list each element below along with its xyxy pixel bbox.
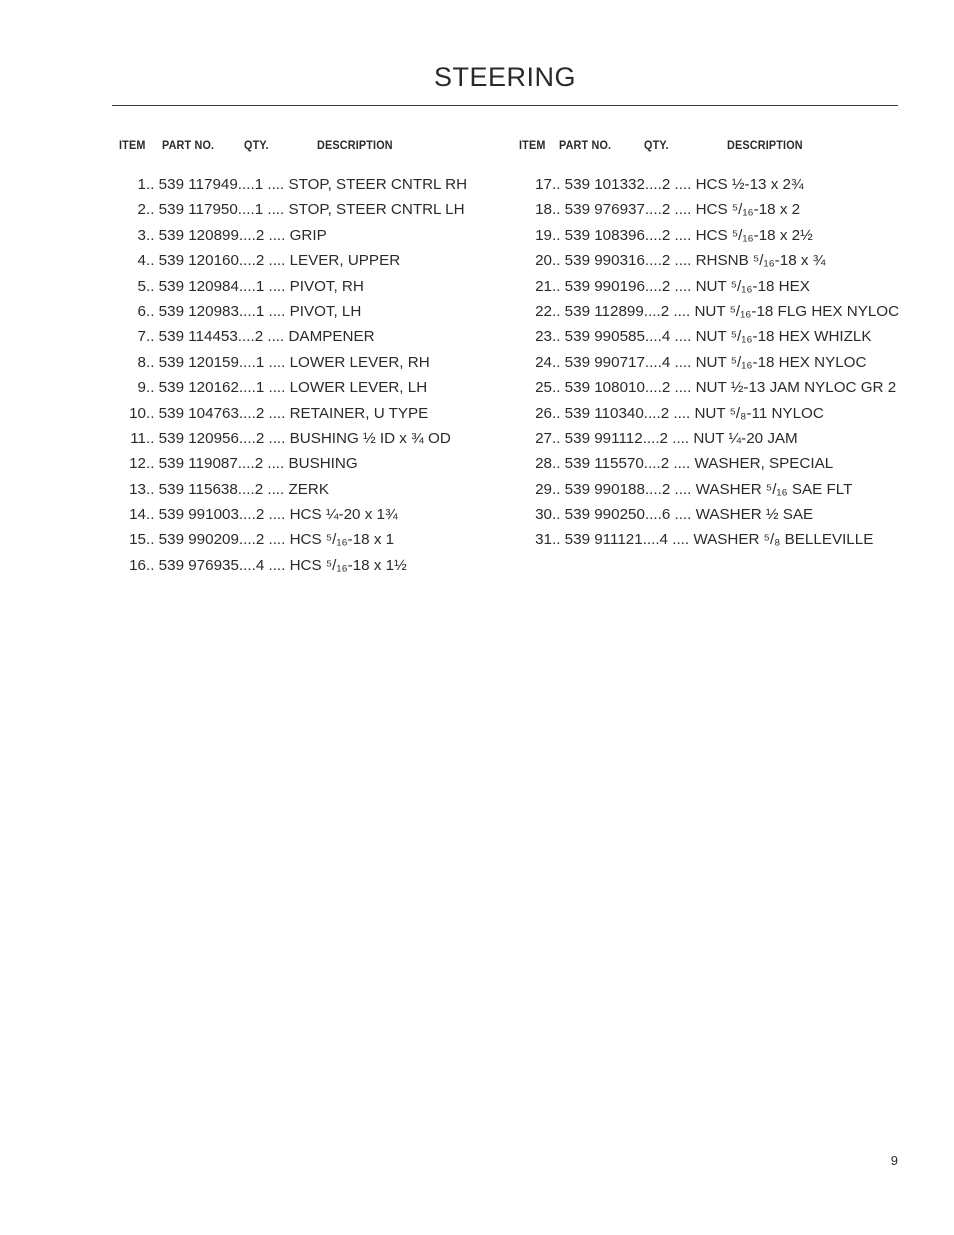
item-number: 21 <box>535 277 552 295</box>
item-number: 19 <box>535 226 552 244</box>
quantity: 2 <box>660 455 670 473</box>
item-number: 11 <box>130 429 146 447</box>
part-row: 3.. 539 120899....2 .... GRIP <box>112 223 502 248</box>
description: NUT ½-13 JAM NYLOC GR 2 <box>695 379 897 397</box>
page-title: STEERING <box>433 62 577 92</box>
parts-list-left <box>112 138 502 578</box>
description: HCS ¼-20 x 1¾ <box>289 506 398 524</box>
quantity: 1 <box>255 277 265 295</box>
part-number: 539 115570 <box>564 455 644 473</box>
part-row: 19.. 539 108396....2 .... HCS ⁵/₁₆-18 x 2½ <box>518 223 908 248</box>
part-row: 18.. 539 976937....2 .... HCS ⁵/₁₆-18 x 2 <box>518 197 908 222</box>
part-number: 539 112899 <box>564 302 644 320</box>
quantity: 2 <box>255 531 265 549</box>
part-number: 539 120160 <box>158 252 239 270</box>
quantity: 6 <box>661 506 671 524</box>
part-row: 22.. 539 112899....2 .... NUT ⁵/₁₆-18 FLG HEX NYLOC <box>518 299 908 324</box>
part-number: 539 120899 <box>158 226 239 244</box>
item-number: 12 <box>129 455 146 473</box>
description: BUSHING <box>288 455 358 473</box>
description: PIVOT, LH <box>289 302 362 320</box>
description: STOP, STEER CNTRL LH <box>288 201 465 219</box>
quantity: 4 <box>661 328 671 346</box>
header-part-no: PART NO. <box>559 138 612 152</box>
quantity: 2 <box>661 480 671 498</box>
item-number: 9 <box>137 379 146 397</box>
quantity: 2 <box>659 429 668 447</box>
header-qty: QTY. <box>644 138 669 152</box>
part-row: 8.. 539 120159....1 .... LOWER LEVER, RH <box>112 350 502 375</box>
part-number: 539 976937 <box>564 201 645 219</box>
part-row: 9.. 539 120162....1 .... LOWER LEVER, LH <box>112 375 502 400</box>
description: WASHER, SPECIAL <box>694 455 834 473</box>
part-number: 539 117950 <box>158 201 238 219</box>
part-row: 13.. 539 115638....2 .... ZERK <box>112 477 502 502</box>
page-number: 9 <box>890 1153 898 1168</box>
parts-list-right <box>518 138 908 553</box>
quantity: 1 <box>255 353 265 371</box>
part-row: 4.. 539 120160....2 .... LEVER, UPPER <box>112 248 502 273</box>
part-row: 7.. 539 114453....2 .... DAMPENER <box>112 324 502 349</box>
item-number: 13 <box>129 480 146 498</box>
part-number: 539 120984 <box>158 277 239 295</box>
item-number: 7 <box>137 328 146 346</box>
quantity: 2 <box>661 201 671 219</box>
item-number: 6 <box>137 302 146 320</box>
header-description: DESCRIPTION <box>727 138 803 152</box>
item-number: 24 <box>535 353 552 371</box>
part-number: 539 990196 <box>564 277 645 295</box>
quantity: 2 <box>660 404 670 422</box>
quantity: 2 <box>255 252 265 270</box>
item-number: 28 <box>535 455 552 473</box>
part-row: 20.. 539 990316....2 .... RHSNB ⁵/₁₆-18 x ¾ <box>518 248 908 273</box>
part-number: 539 120159 <box>158 353 239 371</box>
part-row: 11.. 539 120956....2 .... BUSHING ½ ID x ¾ OD <box>112 426 502 451</box>
description: NUT ⁵/₁₆-18 FLG HEX NYLOC <box>694 302 900 320</box>
item-number: 25 <box>535 379 552 397</box>
description: PIVOT, RH <box>289 277 364 295</box>
quantity: 2 <box>255 429 265 447</box>
quantity: 2 <box>661 226 671 244</box>
description: NUT ¼-20 JAM <box>693 429 798 447</box>
description: WASHER ⁵/₈ BELLEVILLE <box>693 531 874 549</box>
part-number: 539 117949 <box>158 176 238 193</box>
parts-rows-right <box>518 172 908 553</box>
part-row: 6.. 539 120983....1 .... PIVOT, LH <box>112 299 502 324</box>
description: NUT ⁵/₁₆-18 HEX NYLOC <box>695 353 867 371</box>
part-row: 1.. 539 117949....1 .... STOP, STEER CNTRL RH <box>112 172 502 197</box>
part-number: 539 101332 <box>564 176 645 193</box>
part-row: 21.. 539 990196....2 .... NUT ⁵/₁₆-18 HEX <box>518 274 908 299</box>
quantity: 4 <box>255 556 265 574</box>
part-number: 539 991112 <box>564 429 643 447</box>
description: HCS ⁵/₁₆-18 x 2½ <box>695 226 813 244</box>
item-number: 2 <box>137 201 146 219</box>
item-number: 14 <box>129 506 146 524</box>
item-number: 5 <box>137 277 146 295</box>
part-row: 29.. 539 990188....2 .... WASHER ⁵/₁₆ SAE FLT <box>518 477 908 502</box>
quantity: 2 <box>661 252 671 270</box>
part-number: 539 990585 <box>564 328 645 346</box>
header-qty: QTY. <box>244 138 269 152</box>
part-number: 539 990316 <box>564 252 645 270</box>
part-number: 539 911121 <box>564 531 643 549</box>
item-number: 17 <box>535 176 552 193</box>
description: HCS ⁵/₁₆-18 x 2 <box>695 201 801 219</box>
part-row: 16.. 539 976935....4 .... HCS ⁵/₁₆-18 x 1½ <box>112 553 502 578</box>
quantity: 1 <box>255 379 265 397</box>
item-number: 1 <box>137 176 146 193</box>
header-item: ITEM <box>119 138 146 152</box>
quantity: 2 <box>661 277 671 295</box>
column-headers <box>518 138 908 158</box>
header-item: ITEM <box>519 138 546 152</box>
quantity: 1 <box>254 176 264 193</box>
description: STOP, STEER CNTRL RH <box>288 176 468 193</box>
parts-rows-left <box>112 172 502 578</box>
quantity: 2 <box>254 455 264 473</box>
quantity: 4 <box>661 353 671 371</box>
part-number: 539 115638 <box>158 480 238 498</box>
part-row: 31.. 539 911121....4 .... WASHER ⁵/₈ BELLEVILLE <box>518 527 908 552</box>
item-number: 29 <box>535 480 552 498</box>
quantity: 2 <box>255 404 265 422</box>
header-part-no: PART NO. <box>162 138 215 152</box>
quantity: 2 <box>254 328 264 346</box>
quantity: 1 <box>254 201 264 219</box>
item-number: 8 <box>137 353 146 371</box>
part-row: 24.. 539 990717....4 .... NUT ⁵/₁₆-18 HEX NYLOC <box>518 350 908 375</box>
part-number: 539 120983 <box>158 302 239 320</box>
item-number: 10 <box>129 404 146 422</box>
description: NUT ⁵/₁₆-18 HEX WHIZLK <box>695 328 872 346</box>
part-row: 28.. 539 115570....2 .... WASHER, SPECIAL <box>518 451 908 476</box>
description: RHSNB ⁵/₁₆-18 x ¾ <box>695 252 826 270</box>
part-number: 539 991003 <box>158 506 239 524</box>
description: ZERK <box>288 480 329 498</box>
quantity: 2 <box>254 480 264 498</box>
part-row: 27.. 539 991112....2 .... NUT ¼-20 JAM <box>518 426 908 451</box>
part-row: 26.. 539 110340....2 .... NUT ⁵/₈-11 NYLOC <box>518 401 908 426</box>
part-row: 30.. 539 990250....6 .... WASHER ½ SAE <box>518 502 908 527</box>
part-row: 10.. 539 104763....2 .... RETAINER, U TYPE <box>112 401 502 426</box>
quantity: 4 <box>659 531 668 549</box>
item-number: 18 <box>535 201 552 219</box>
description: LOWER LEVER, LH <box>289 379 428 397</box>
part-number: 539 114453 <box>158 328 238 346</box>
part-row: 15.. 539 990209....2 .... HCS ⁵/₁₆-18 x 1 <box>112 527 502 552</box>
quantity: 2 <box>255 226 265 244</box>
description: DAMPENER <box>288 328 375 346</box>
description: BUSHING ½ ID x ¾ OD <box>289 429 451 447</box>
part-row: 12.. 539 119087....2 .... BUSHING <box>112 451 502 476</box>
item-number: 3 <box>137 226 146 244</box>
description: LEVER, UPPER <box>289 252 401 270</box>
description: WASHER ⁵/₁₆ SAE FLT <box>695 480 853 498</box>
item-number: 16 <box>129 556 146 574</box>
part-row: 25.. 539 108010....2 .... NUT ½-13 JAM NYLOC GR 2 <box>518 375 908 400</box>
item-number: 30 <box>535 506 552 524</box>
part-number: 539 990717 <box>564 353 645 371</box>
part-row: 17.. 539 101332....2 .... HCS ½-13 x 2¾ <box>518 172 908 197</box>
part-row: 23.. 539 990585....4 .... NUT ⁵/₁₆-18 HEX WHIZLK <box>518 324 908 349</box>
part-number: 539 990250 <box>564 506 645 524</box>
part-row: 14.. 539 991003....2 .... HCS ¼-20 x 1¾ <box>112 502 502 527</box>
part-number: 539 108010 <box>564 379 645 397</box>
item-number: 26 <box>535 404 552 422</box>
quantity: 2 <box>661 379 671 397</box>
description: HCS ½-13 x 2¾ <box>695 176 804 193</box>
part-number: 539 120956 <box>158 429 239 447</box>
quantity: 2 <box>255 506 265 524</box>
title-rule <box>112 105 898 106</box>
description: HCS ⁵/₁₆-18 x 1 <box>289 531 395 549</box>
part-number: 539 108396 <box>564 226 645 244</box>
part-number: 539 990209 <box>158 531 239 549</box>
part-number: 539 110340 <box>564 404 644 422</box>
description: NUT ⁵/₁₆-18 HEX <box>695 277 810 295</box>
part-row: 2.. 539 117950....1 .... STOP, STEER CNTRL LH <box>112 197 502 222</box>
description: RETAINER, U TYPE <box>289 404 429 422</box>
part-number: 539 104763 <box>158 404 239 422</box>
item-number: 23 <box>535 328 552 346</box>
description: HCS ⁵/₁₆-18 x 1½ <box>289 556 407 574</box>
header-description: DESCRIPTION <box>317 138 393 152</box>
description: NUT ⁵/₈-11 NYLOC <box>694 404 824 422</box>
item-number: 31 <box>535 531 552 549</box>
description: LOWER LEVER, RH <box>289 353 430 371</box>
part-number: 539 990188 <box>564 480 645 498</box>
column-headers <box>112 138 502 158</box>
item-number: 27 <box>535 429 552 447</box>
item-number: 4 <box>137 252 146 270</box>
part-row: 5.. 539 120984....1 .... PIVOT, RH <box>112 274 502 299</box>
part-number: 539 120162 <box>158 379 239 397</box>
item-number: 22 <box>535 302 552 320</box>
item-number: 15 <box>129 531 146 549</box>
part-number: 539 119087 <box>158 455 238 473</box>
quantity: 2 <box>660 302 670 320</box>
part-number: 539 976935 <box>158 556 239 574</box>
description: WASHER ½ SAE <box>695 506 814 524</box>
quantity: 1 <box>255 302 265 320</box>
quantity: 2 <box>661 176 671 193</box>
description: GRIP <box>289 226 327 244</box>
item-number: 20 <box>535 252 552 270</box>
